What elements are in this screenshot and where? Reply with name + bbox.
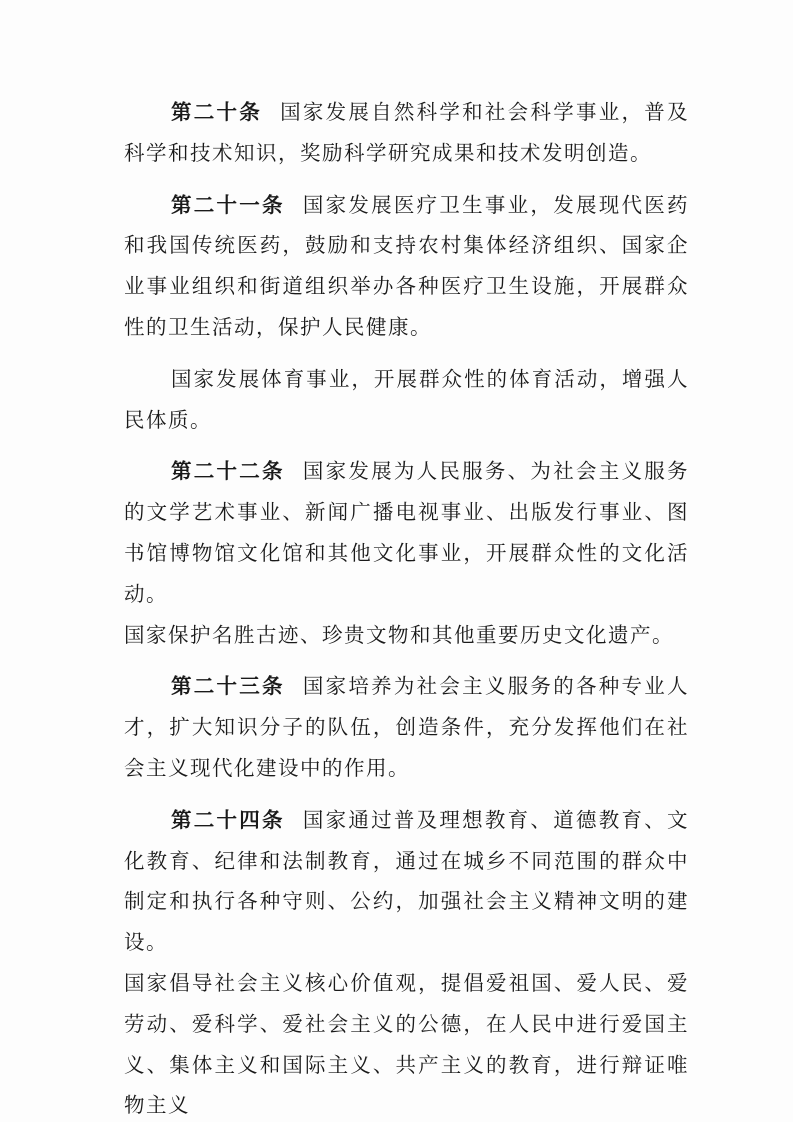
article-23-text-1: 国家培养为社会主义服务的各种专业人才，扩大知识分子的队伍，创造条件，充分发挥他们在社会主义现代化建设中的作用。 (124, 674, 690, 780)
article-21-text-1: 国家发展医疗卫生事业，发展现代医药和我国传统医药，鼓励和支持农村集体经济组织、国家企业事业组织和街道组织举办各种医疗卫生设施，开展群众性的卫生活动，保护人民健康。 (124, 192, 690, 339)
article-20-paragraph-1 (124, 92, 689, 174)
article-24-label: 第二十四条 (171, 807, 285, 832)
article-22-paragraph-2: 国家保护名胜古迹、珍贵文物和其他重要历史文化遗产。 (124, 622, 674, 647)
article-20-text-1: 国家发展自然科学和社会科学事业，普及科学和技术知识，奖励科学研究成果和技术发明创造。 (124, 100, 690, 165)
article-24-paragraph-1 (124, 800, 689, 963)
article-24-text-1: 国家通过普及理想教育、道德教育、文化教育、纪律和法制教育，通过在城乡不同范围的群众中制定和执行各种守则、公约，加强社会主义精神文明的建设。 (124, 807, 690, 955)
article-20-label: 第二十条 (171, 100, 263, 124)
document-body (124, 92, 689, 1126)
article-21-paragraph-1 (124, 185, 689, 348)
article-23-paragraph-1 (124, 666, 689, 788)
article-22-label: 第二十二条 (171, 459, 285, 484)
article-21-label: 第二十一条 (171, 192, 285, 217)
article-21-paragraph-2: 国家发展体育事业，开展群众性的体育活动，增强人民体质。 (124, 366, 689, 432)
article-22-paragraph-1 (124, 451, 689, 614)
article-24-paragraph-2: 国家倡导社会主义核心价值观，提倡爱祖国、爱人民、爱劳动、爱科学、爱社会主义的公德，在人民中进行爱国主义、集体主义和国际主义、共产主义的教育，进行辩证唯物主义 (124, 970, 689, 1118)
article-22-text-1: 国家发展为人民服务、为社会主义服务的文学艺术事业、新闻广播电视事业、出版发行事业、图书馆博物馆文化馆和其他文化事业，开展群众性的文化活动。 (124, 459, 690, 606)
article-23-label: 第二十三条 (171, 674, 285, 699)
